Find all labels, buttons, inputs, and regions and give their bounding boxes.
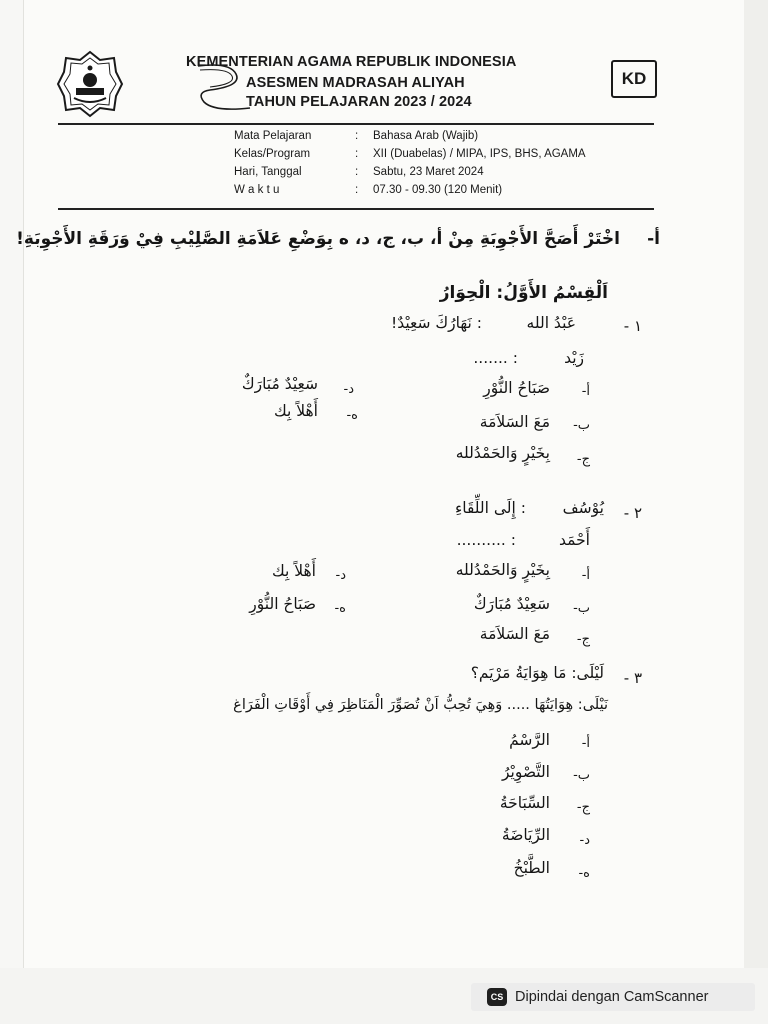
info-colon: : [355,166,359,178]
option-text: صَبَاحُ النُّوْرِ [249,595,316,613]
exam-title: ASESMEN MADRASAH ALIYAH [246,75,465,91]
option-letter: ه- [346,408,358,423]
dialog-line: : إِلَى اللِّقَاءِ [454,499,526,517]
question-text: لَيْلَى: مَا هِوَايَةُ مَرْيَم؟ [470,664,604,682]
paper-edge [744,0,768,968]
instruction-text: اخْتَرْ أَصَحَّ الأَجْوِبَةِ مِنْ أ، ب، ج، د، ه بِوَضْعِ عَلاَمَةِ الصَّلِيْبِ فِيْ وَرَقَةِ الأَجْوِبَةِ! [16,229,620,249]
scanner-text: Dipindai dengan CamScanner [515,989,709,1005]
option-letter: د- [343,382,354,397]
option-text: التَّصْوِيْرُ [501,763,550,781]
dialog-speaker: أَحْمَد [559,531,590,549]
question-number: ١ - [623,317,642,335]
option-text: السِّبَاحَةُ [499,794,550,812]
school-year: TAHUN PELAJARAN 2023 / 2024 [246,94,472,110]
dialog-speaker: زَيْد [564,349,584,367]
option-text: سَعِيْدٌ مُبَارَكٌ [241,375,318,393]
info-colon: : [355,184,359,196]
option-text: مَعَ السَلاَمَة [479,625,550,643]
code-box: KD [611,60,657,98]
option-letter: ه- [334,601,346,616]
option-text: سَعِيْدٌ مُبَارَكٌ [473,595,550,613]
info-value: 07.30 - 09.30 (120 Menit) [373,184,503,196]
info-value: XII (Duabelas) / MIPA, IPS, BHS, AGAMA [373,148,586,160]
exam-paper [24,0,744,968]
info-colon: : [355,148,359,160]
dialog-line: : ....... [473,349,518,367]
header-divider [58,123,654,125]
option-text: الرَّسْمُ [509,731,550,749]
camscanner-icon: CS [487,988,507,1006]
option-letter: د- [579,833,590,848]
info-label: Kelas/Program [234,148,311,160]
info-divider [58,208,654,210]
question-number: ٢ - [623,504,642,522]
option-letter: ب- [573,601,590,616]
scanner-watermark [471,983,755,1011]
section-letter: أ- [647,229,660,249]
option-text: الطَّبْخُ [513,859,550,877]
option-text: صَبَاحُ النُّوْرِ [483,379,550,397]
info-label: W a k t u [234,184,280,196]
option-letter: ب- [573,768,590,783]
option-text: الرِّيَاضَةُ [501,826,550,844]
option-letter: ج- [576,632,590,647]
dialog-line: : نَهَارُكَ سَعِيْدٌ! [390,314,482,332]
option-letter: ج- [576,452,590,467]
dialog-speaker: يُوْسُف [562,499,604,517]
option-text: أَهْلاً بِك [273,402,318,420]
question-number: ٣ - [623,669,642,687]
info-value: Bahasa Arab (Wajib) [373,130,479,142]
option-text: مَعَ السَلاَمَة [479,413,550,431]
option-text: بِخَيْرٍ وَالحَمْدُلله [455,444,550,462]
option-text: أَهْلاً بِك [271,562,316,580]
ministry-title: KEMENTERIAN AGAMA REPUBLIK INDONESIA [186,54,517,70]
info-value: Sabtu, 23 Maret 2024 [373,166,484,178]
dialog-line: : .......... [456,531,516,549]
option-letter: أ- [581,568,590,583]
info-label: Mata Pelajaran [234,130,312,142]
dialog-speaker: عَبْدُ الله [526,314,576,332]
option-letter: ب- [573,418,590,433]
info-colon: : [355,130,359,142]
option-text: بِخَيْرٍ وَالحَمْدُلله [455,561,550,579]
option-letter: أ- [581,384,590,399]
option-letter: د- [335,568,346,583]
ministry-logo-icon [56,50,124,118]
option-letter: ج- [576,800,590,815]
option-letter: أ- [581,736,590,751]
option-letter: ه- [578,866,590,881]
answer-line: نَيْلَى: هِوَايَتُهَا ..... وَهِيَ تُحِبُّ اَنْ تُصَوِّرَ الْمَنَاظِرَ فِي أَوْقَاتِ الْفَرَاغ [233,697,608,713]
section-title: اَلْقِسْمُ الأَوَّلُ: الْحِوَارُ [439,283,608,303]
info-label: Hari, Tanggal [234,166,302,178]
